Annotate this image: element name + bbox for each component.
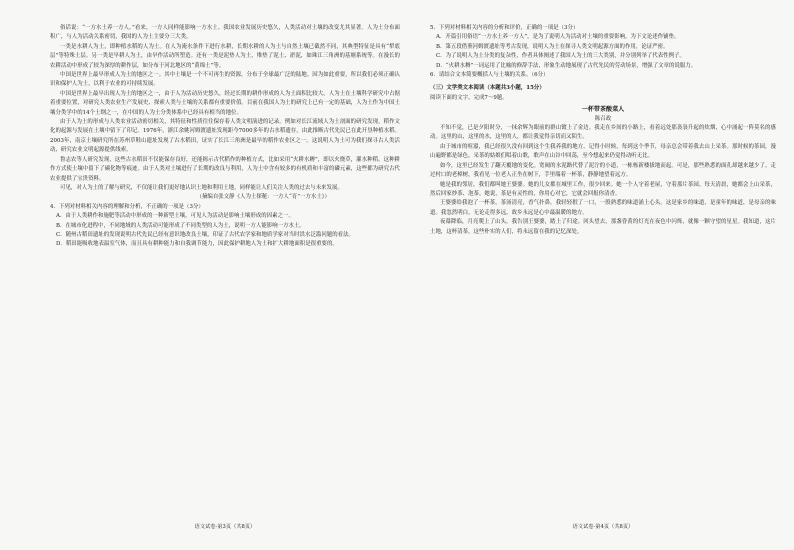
question-5-option-a: A．开篇引用俗语“一方水土养一方人”，是为了说明人为活动对土壤的重要影响，为下文论述作铺垫。 [436, 34, 680, 41]
section-heading: （三）文学类文本阅读（本题共3小题，15分） [430, 85, 545, 92]
passage-paragraph-3: 中国是世界上最早形成人为土的地区之一。其中土壤是一个不可再生的资源，分布于全球最广泛的陆地。因为如此重要，所以我们必须正确认识和保护人为土，以利于农业的可持续发展。 [50, 72, 400, 88]
story-paragraph-4: 她是我的邻居，我们都叫她王婆婆。她的儿女都在城里工作，很少回来。她一个人守着老屋，守着那片茶园。每天清晨，她都会上山采茶，然后回家炒茶、泡茶。她说，茶是有灵性的，你用心对它，它就会回报你清香。 [430, 181, 776, 197]
passage-paragraph-2: 一类是水耕人为土，即种植水稻的人为土。在人为淹水条件下进行水耕，长期水耕的人为土与自然土壤已截然不同，其典型特征是具有“犁底层”等特殊土层。另一类是旱耕人为土，由旱作活动所塑造。还有一类是泥垫人为土，堆垫了泥土、淤泥，如珠江三角洲的基塘系统等。在漫长的农耕活动中形成了较为深厚的耕作层，如分布于河北地区的“黄绵土”等。 [50, 43, 400, 69]
question-4-stem: 4．下列对材料相关内容的理解和分析，不正确的一项是（3分） [50, 203, 204, 210]
page-footer-left: 语文试卷·第3页（共8页） [194, 523, 256, 530]
passage-source: （摘编自张文静《人为土探秘：一方人“育”一方水土》） [196, 194, 330, 201]
question-5-option-b: B．第五段借鉴河姆渡遗址等考古发现，说明人为土在探寻人类文明起源方面的作用，论证严密。 [436, 43, 669, 50]
page-4 [430, 24, 776, 530]
story-paragraph-1: 不知不觉，已是夕阳时分，一抹余辉为眼前的群山镀上了金边。我走在乡间的小路上，看着远处那袅袅升起的炊烟，心中涌起一阵莫名的感动。这里的山，这里的水，这里的人，都让我觉得亲切而又陌生。 [430, 125, 776, 141]
page-3 [50, 24, 400, 530]
story-author: 陈召政 [594, 115, 612, 122]
question-4-option-c: C．随州古稻田遗址的发现说明古代先民已经有意识地改良土壤，印证了古代农学家和地质学家对当时洪水泛滥问题的看法。 [56, 231, 354, 238]
question-4-option-b: B．在城市化进程中，不同地域的人类活动可能形成了不同类型的人为土，说明一方人能影响一方水土。 [56, 222, 305, 229]
passage-paragraph-5: 由于人为土的形成与人类农业活动密切相关，其特征和性质往往保存着人类文明演进的记录。例如对长江流域人为土剖面的研究发现，稻作文化的起源与发展在土壤中留下了印记。1976年，浙江余姚河姆渡遗址发现距今7000多年的古水稻遗存，由此推断古代先民已在此开垦种植水稻。2003年，南京土壤研究所在苏州草鞋山遗址发现了古水稻田，证实了长江三角洲是最早的稻作农业区之一。这说明人为土可为我们探寻古人类活动、研究农业文明起源提供线索。 [50, 119, 400, 154]
question-5-option-c: C．为了说明人为土分类的复杂性，作者具体阐述了我国人为土的三大类别，并分别列举了代表性例子。 [436, 53, 686, 60]
story-paragraph-3: 如今，这里已经发生了翻天覆地的变化。宽阔的水泥路代替了泥泞的小道，一栋栋新楼拔地而起。可是，那些熟悉的面孔却越来越少了。走过村口的老樟树，我看见一位老人正坐在树下，手里端着一杯茶，静静地望着远方。 [430, 162, 776, 179]
question-5-stem: 5．下列对材料相关内容的分析和评价，正确的一项是（3分） [430, 25, 579, 31]
question-4-option-d: D．稻田能吸收地表温室气体，而且具有耕种能力和自我调节能力，因此保护耕地人为土和扩大耕地面积是很重要的。 [56, 241, 338, 248]
passage-paragraph-7: 可见，对人为土的了解与研究，不仅能让我们更好地认识土地和利用土地，同样能让人们关注人类的过去与未来发展。 [60, 184, 343, 191]
passage-paragraph-4: 中国是世界上最早出现人为土的地区之一，由于人为活动历史悠久，经过长期的耕作形成的人为土面积比较大。人为土在土壤科学研究中占据着重要位置，对研究人类农业生产发展史、探索人类与土壤的关系都有重要价值。目前在我国人为土的研究上已有一定的基础，人为土作为中国土壤分类学中的14个土纲之一，在中国的人为土分类体系中已经具有相当的地位。 [50, 90, 400, 116]
page-footer-right: 语文试卷·第4页（共8页） [572, 523, 634, 530]
story-paragraph-6: 夜幕降临，月亮爬上了山头。我告别王婆婆，踏上了归途。回头望去，那盏昏黄的灯光在夜色中闪烁，就像一颗守望的星星。我知道，这片土地，这杯清茶，这些朴实的人们，将永远留在我的记忆深处。 [430, 219, 776, 235]
question-4-option-a: A．由于人类耕作和施肥等活动中形成的一种新型土壤，可见人为活动是影响土壤形成的因素之一。 [56, 213, 294, 220]
passage-paragraph-1: 俗话说：“一方水土养一方人。”看来，一方人同样能影响一方水土。我国农业发展历史悠久，人类活动对土壤的改变尤其显著。人为土分布面积广，与人为活动关系密切，我国的人为土主要分三大类。 [50, 25, 400, 41]
section-intro: 阅读下面的文字，完成7～9题。 [430, 94, 508, 101]
story-title: 一杯带茶酸菜人 [581, 106, 625, 114]
question-5-option-d: D．“火耕水耨”一词运用了比喻的修辞手法，形象生动地展现了古代先民的劳动场景，增强了文章的说服力。 [436, 62, 697, 69]
story-paragraph-2: 由于城市的喧嚣，我已经很久没有回到这个生我养我的地方。记得小时候，每到这个季节，母亲总会带着我去山上采茶。那时候的茶园，漫山遍野都是绿色，采茶的姑娘们唱着山歌，歌声在山谷中回荡，至今想起来仍觉得动听无比。 [430, 143, 776, 160]
question-6-stem: 6．请结合文本简要概括人与土壤的关系。（6分） [430, 72, 549, 79]
story-paragraph-5: 王婆婆给我泡了一杯茶，茶汤清亮，香气扑鼻。我轻轻抿了一口，一股熟悉的味道涌上心头。这是家乡的味道，是童年的味道，是母亲的味道。我忽然明白，无论走得多远，故乡永远是心中最温暖的地方。 [430, 200, 776, 216]
passage-paragraph-6: 鲁志农等人研究发现，这些古水稻田不仅能保存良好，还能揭示古代稻作的种植方式，比如采用“火耕水耨”，即以火烧草，灌水种稻。这种耕作方式使土壤中留下了碳化物等痕迹。由于人类对土壤进行了长期的改良与利用，人为土中含有较多的有机质和丰富的磷元素，这些都为研究古代农业提供了宝贵资料。 [50, 156, 400, 182]
